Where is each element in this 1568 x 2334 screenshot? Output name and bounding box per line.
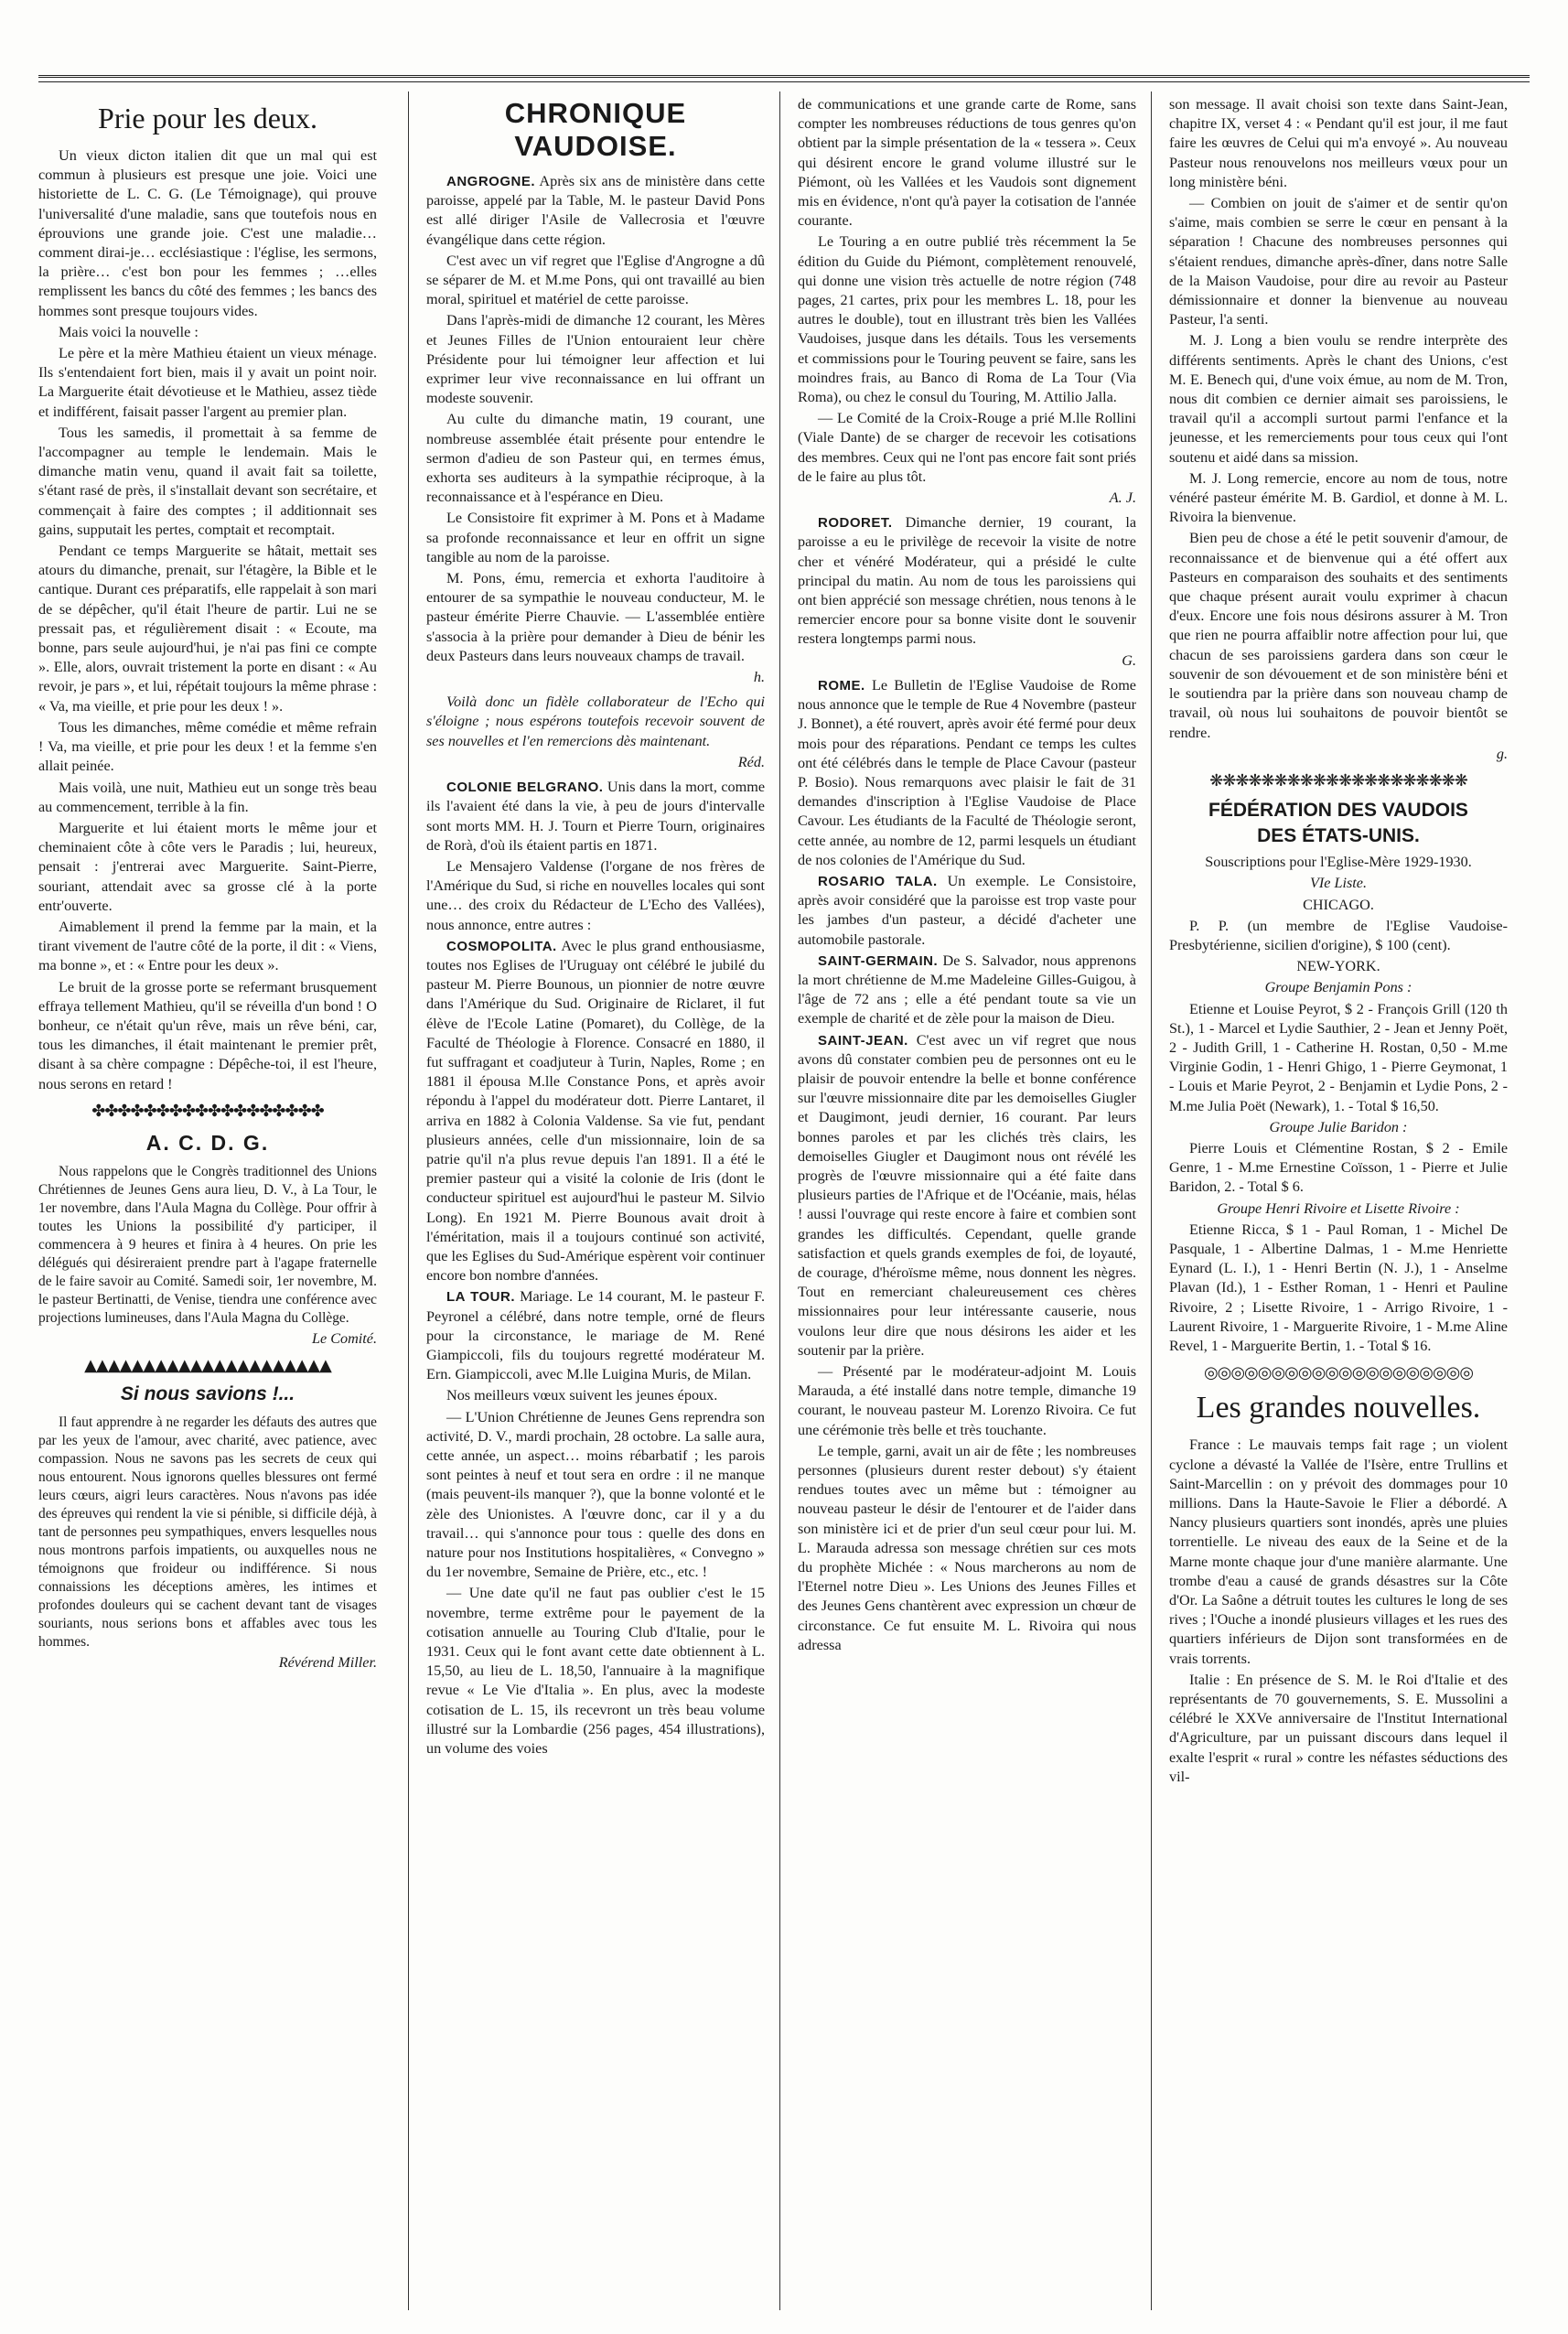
signature: Révérend Miller. — [278, 1654, 377, 1672]
ornament-divider: ❋❋❋❋❋❋❋❋❋❋❋❋❋❋❋❋❋❋❋❋ — [1209, 770, 1467, 791]
rubric: RODORET. — [818, 515, 893, 532]
paragraph: Le père et la mère Mathieu étaient un vieux ménage. Ils s'entendaient fort bien, mais il y avait un point noir. La Marguerite était dévotieuse et le Mathieu, assez tiède et indifférent, faisait passer l'argent au premier plan. — [38, 345, 377, 420]
column-divider — [779, 91, 780, 2310]
paragraph: Aimablement il prend la femme par la main, et la tirant vivement de l'autre côté de la porte, il dit : « Viens, ma bonne », et : « Entre pour les deux ». — [38, 918, 377, 974]
rubric: LA TOUR. — [446, 1289, 516, 1306]
paragraph: Voilà donc un fidèle collaborateur de l'Echo qui s'éloigne ; nous espérons toutefois recevoir souvent de ses nouvelles et l'en remercions dès maintenant. — [426, 694, 765, 749]
top-rule — [38, 75, 1530, 82]
paragraph: Mais voici la nouvelle : — [59, 323, 199, 340]
paragraph: ROME. Le Bulletin de l'Eglise Vaudoise de Rome nous annonce que le temple de Rue 4 Novembre (pasteur J. Bonnet), a été rouvert, après avoir été fermé pour deux mois pour des réparations. Pendant ce temps les cultes ont été célébrés dans le temple de Place Cavour (pasteur P. Bosio). Nous remarquons avec plaisir le fait de 31 demandes d'inscription à l'Eglise Vaudoise de Place Cavour. Les étudiants de la Faculté de Théologie seront, cette année, au nombre de 12, parmi lesquels un étudiant de nos colonies de l'Amérique du Sud. — [798, 676, 1136, 868]
paragraph: SAINT-GERMAIN. De S. Salvador, nous apprenons la mort chrétienne de M.me Madeleine Gilles-Guigou, à l'âge de 72 ans ; elle a été pendant toute sa vie un exemple de charité et de zèle pour la maison de Dieu. — [798, 952, 1136, 1027]
paragraph: M. J. Long a bien voulu se rendre interprète des différents sentiments. Après le chant des Unions, c'est M. E. Benech qui, d'une voix émue, au nom de M. Tron, nous dit combien ce dernier aimait ses paroissiens, le travail qu'il a accompli surtout parmi l'enfance et la jeunesse, et les remerciements pour tous ceux qui l'ont soutenu et aidé dans sa mission. — [1169, 332, 1508, 466]
column-3 — [798, 95, 1136, 2309]
paragraph: LA TOUR. Mariage. Le 14 courant, M. le pasteur F. Peyronel a célébré, dans notre temple, orné de fleurs pour la circonstance, le mariage de M. René Giampiccoli, fils du toujours regretté modérateur M. Ern. Giampiccoli, avec M.lle Luigina Muris, de Milan. — [426, 1288, 765, 1383]
section-title-chronique: CHRONIQUE VAUDOISE. — [504, 97, 687, 162]
rubric: COLONIE BELGRANO. — [446, 780, 604, 796]
rubric: ANGROGNE. — [446, 174, 536, 189]
paragraph: RODORET. Dimanche dernier, 19 courant, la paroisse a eu le privilège de recevoir la visite de notre cher et vénéré Modérateur, qui a présidé le culte principal du matin. Au nom de tous les paroissiens qui ont bien apprécié son message chrétien, nous tenons à le remercier encore pour sa bonne visite dont le souvenir restera longtemps parmi nous. — [798, 514, 1136, 648]
rubric: COSMOPOLITA. — [446, 938, 557, 954]
paragraph: Nos meilleurs vœux suivent les jeunes époux. — [446, 1387, 718, 1404]
article-title-grandes-nouvelles: Les grandes nouvelles. — [1196, 1391, 1481, 1425]
article-title-acdg: A. C. D. G. — [145, 1130, 270, 1155]
paragraph: — Une date qu'il ne faut pas oublier c'est le 15 novembre, terme extrême pour le payement de la cotisation annuelle au Touring Club d'Italie, pour le 1931. Ceux qui le font avant cette date obtiennent à L. 15,50, au lieu de L. 18,50, l'annuaire à la magnifique revue « Le Vie d'Italia ». En plus, avec la modeste cotisation de L. 15, ils recevront un très beau volume illustré sur la Lombardie (256 pages, 454 illustrations), un volume des voies — [426, 1585, 765, 1758]
paragraph: Le Touring a en outre publié très récemment la 5e édition du Guide du Piémont, complètement renouvelé, qui donne une vision très actuelle de notre région (748 pages, 21 cartes, prix pour les membres L. 18, pour les autres le double), tout en illustrant très bien les Vallées Vaudoises, jusque dans les détails. Tous les versements et commissions pour le Touring peuvent se faire, sans les moindres frais, au Banco di Roma de La Tour (Via Roma), ou chez le consul du Touring, M. Attilio Jalla. — [798, 233, 1136, 406]
paragraph: Un vieux dicton italien dit que un mal qui est commun à plusieurs est presque une joie. Voici une historiette de L. C. G. (Le Témoignage), qui prouve l'universalité d'une maladie, sans que toutefois nous en éprouvions une grande joie. C'est une maladie… comment dirai-je… ecclésiastique : l'église, les sermons, la prière… c'est bon pour les femmes ; …elles remplissent les bancs du côté des femmes ; les bancs des hommes sont presque toujours vides. — [38, 147, 377, 319]
paragraph: de communications et une grande carte de Rome, sans compter les nombreuses réductions de tous genres qu'on obtient par la simple présentation de la « tessera ». Ceux qui désirent encore le grand volume illustré sur le Piémont, où les Vallées et les Vaudois sont dignement mis en évidence, n'ont qu'à payer la cotisation de l'année courante. — [798, 96, 1136, 230]
signature: g. — [1496, 745, 1508, 762]
paragraph: Bien peu de chose a été le petit souvenir d'amour, de reconnaissance et de bienvenue qui a été offert aux Pasteurs en comparaison des souhaits et des sentiments que chaque présent aurait voulu exprimer à chacun d'eux. Encore une fois nous désirons assurer à M. Tron que rien ne pourra affaiblir notre affection pour lui, que chacun de ses paroissiens gardera dans son cœur le souvenir de son dévouement et de son ministère béni et le soutiendra par la prière dans son nouveau champ de travail, où nous lui souhaitons de pouvoir bientôt se rendre. — [1169, 530, 1508, 741]
subtitle: Souscriptions pour l'Eglise-Mère 1929-1930. — [1205, 854, 1472, 871]
group-heading: Groupe Benjamin Pons : — [1264, 979, 1412, 996]
article-title-prie: Prie pour les deux. — [98, 102, 317, 134]
article-title-federation: FÉDÉRATION DES VAUDOIS DES ÉTATS-UNIS. — [1208, 800, 1468, 847]
paragraph: ROSARIO TALA. Un exemple. Le Consistoire, après avoir considéré que la paroisse est trop vaste pour les jambes d'un pasteur, a décidé d'acheter une automobile pastorale. — [798, 872, 1136, 948]
paragraph: Pendant ce temps Marguerite se hâtait, mettait ses atours du dimanche, prenait, sur l'étagère, la Bible et le cantique. Durant ces préparatifs, elle rappelait à son mari de se dépêcher, qu'il était l'heure de partir. Lui ne se pressait pas, et régulièrement disait : « Ecoute, ma bonne, pars seule aujourd'hui, je n'ai pas fini ce compte ». Elle, alors, ouvrait tristement la porte en disant : « Au revoir, je pars », et lui, répétait toujours la même phrase : « Va, ma vieille, et prie pour les deux ! ». — [38, 543, 377, 715]
city-heading: NEW-YORK. — [1296, 958, 1380, 975]
group-heading: Groupe Henri Rivoire et Lisette Rivoire : — [1217, 1199, 1460, 1217]
rubric: ROME. — [818, 677, 865, 694]
paragraph: Italie : En présence de S. M. le Roi d'Italie et des représentants de 70 gouvernements, S. E. Mussolini a célébré le XXVe anniversaire de l'Institut International d'Agriculture, par un puissant discours dans lequel il exalte l'esprit « rural » contre les néfastes séductions des vil- — [1169, 1671, 1508, 1785]
paragraph: M. Pons, ému, remercia et exhorta l'auditoire à entourer de sa sympathie le nouveau conducteur, M. le pasteur émérite Pierre Chauvie. — L'assemblée entière s'associa à la prière pour demander à Dieu de bénir les deux Pasteurs dans leurs nouveaux champs de travail. — [426, 570, 765, 664]
article-title-savions: Si nous savions !... — [120, 1383, 295, 1405]
ornament-divider: ◎◎◎◎◎◎◎◎◎◎◎◎◎◎◎◎◎◎◎◎ — [1203, 1363, 1474, 1383]
paragraph: Pierre Louis et Clémentine Rostan, $ 2 - Emile Genre, 1 - M.me Ernestine Coïsson, 1 - Pierre et Julie Baridon, 2. - Total $ 6. — [1169, 1139, 1508, 1196]
rubric: ROSARIO TALA. — [818, 873, 938, 889]
rubric: SAINT-GERMAIN. — [818, 952, 939, 969]
paragraph: — L'Union Chrétienne de Jeunes Gens reprendra son activité, D. V., mardi prochain, 28 octobre. La salle aura, cette année, un aspect… moins rébarbatif ; les parois sont peintes à neuf et tout sera en ordre : il ne manque (mais peuvent-ils manquer ?), que la bonne volonté et le zèle des Unionistes. A l'œuvre donc, car il y a du travail… qui s'annonce pour tous : quelle des dons en nature pour nos Institutions hospitalières, « Convegno » du 1er novembre, Semaine de Prière, etc., etc. ! — [426, 1408, 765, 1581]
signature: Réd. — [737, 753, 765, 770]
paragraph: Nous rappelons que le Congrès traditionnel des Unions Chrétiennes de Jeunes Gens aura lieu, D. V., à La Tour, le 1er novembre, dans l'Aula Magna du Collège. Pour offrir à toutes les Unions la possibilité d'y participer, il commencera à 9 heures et finira à 4 heures. On prie les délégués qui désireraient prendre part à l'agape fraternelle de le faire savoir au Comité. Samedi soir, 1er novembre, M. le pasteur Bertinatti, de Venise, tiendra une conférence avec projections lumineuses, dans l'Aula Magna du Collège. — [38, 1163, 377, 1326]
paragraph: Tous les dimanches, même comédie et même refrain ! Va, ma vieille, et prie pour les deux ! et la femme s'en allait peinée. — [38, 718, 377, 775]
paragraph: Marguerite et lui étaient morts le même jour et cheminaient côte à côte vers le Paradis ; lui, heureux, pensait : j'entrerai avec Marguerite. Saint-Pierre, souriant, attendait avec sa grosse clé à la porte entr'ouverte. — [38, 819, 377, 914]
list-number: VIe Liste. — [1309, 875, 1368, 892]
paragraph: son message. Il avait choisi son texte dans Saint-Jean, chapitre IX, verset 4 : « Pendant qu'il est jour, il me faut faire les œuvres de Celui qui m'a envoyé ». Au nouveau Pasteur nous renouvelons nos meilleurs vœux pour un long ministère béni. — [1169, 96, 1508, 190]
column-4 — [1169, 95, 1508, 2309]
paragraph: ANGROGNE. Après six ans de ministère dans cette paroisse, appelé par la Table, M. le pasteur David Pons est allé diriger l'Asile de Vallecrosia et l'œuvre évangélique dans cette région. — [426, 173, 765, 248]
paragraph: Etienne Ricca, $ 1 - Paul Roman, 1 - Michel De Pasquale, 1 - Albertine Dalmas, 1 - M.me Henriette Eynard (L. I.), 1 - Henri Bertin (N. J.), 1 - Anselme Plavan (Id.), 1 - Esther Roman, 1 - Henri et Pauline Rivoire, 2 ; Lisette Rivoire, 1 - Arrigo Rivoire, 1 - Laurent Rivoire, 1 - Marguerite Rivoire, 1 - M.me Aline Revel, 1 - Marguerite Bertin, 1. - Total $ 16. — [1169, 1221, 1508, 1354]
paragraph: — Présenté par le modérateur-adjoint M. Louis Marauda, a été installé dans notre temple, dimanche 19 courant, le nouveau pasteur M. Lorenzo Rivoira. Ce fut une cérémonie très belle et très touchante. — [798, 1363, 1136, 1438]
paragraph: Le Consistoire fit exprimer à M. Pons et à Madame sa profonde reconnaissance et leur en offrit un signe tangible au nom de la paroisse. — [426, 510, 765, 565]
city-heading: CHICAGO. — [1303, 896, 1374, 913]
paragraph: Etienne et Louise Peyrot, $ 2 - François Grill (120 th St.), 1 - Marcel et Lydie Sauthier, 2 - Jean et Jenny Poët, 2 - Judith Grill, 1 - Catherine H. Rostan, 0,50 - M.me Virginie Godin, 1 - Henri Ghigo, 1 - Pierre Geymonat, 1 - Louis et Marie Peyrot, 2 - Benjamin et Lydie Pons, 2 - M.me Julia Poët (Newark), 1. - Total $ 16,50. — [1169, 1000, 1508, 1114]
ornament-divider: ▲▲▲▲▲▲▲▲▲▲▲▲▲▲▲▲▲▲▲▲▲ — [84, 1356, 331, 1376]
paragraph: Mais voilà, une nuit, Mathieu eut un songe très beau au commencement, terrible à la fin. — [38, 779, 377, 815]
ornament-divider: ✤✤✤✤✤✤✤✤✤✤✤✤✤✤✤✤✤✤ — [91, 1101, 324, 1121]
paragraph: M. J. Long remercie, encore au nom de tous, notre vénéré pasteur émérite M. B. Gardiol, et donne à M. L. Rivoira la bienvenue. — [1169, 469, 1508, 526]
paragraph: Au culte du dimanche matin, 19 courant, une nombreuse assemblée était présente pour entendre le sermon d'adieu de son Pasteur qui, en termes émus, exhorta ses auditeurs à la sympathie réciproque, à la reconnaissance et à l'espérance en Dieu. — [426, 411, 765, 506]
paragraph: Le bruit de la grosse porte se refermant brusquement effraya tellement Mathieu, qu'il se réveilla d'un bond ! O bonheur, ce n'était qu'un rêve, mais un rêve béni, car, tous les dimanches, il était maintenant le premier prêt, disant à sa chère compagne : Dépêche-toi, il est l'heure, nous serons en retard ! — [38, 978, 377, 1092]
paragraph: Le temple, garni, avait un air de fête ; les nombreuses personnes (plusieurs durent rester debout) s'y étaient rendues toutes avec un même but : témoigner au nouveau pasteur le désir de l'entourer et de l'aider dans son ministère ici et de prier d'un seul cœur pour lui. M. L. Marauda adressa son message chrétien sur ces mots du prophète Michée : « Nous marcherons au nom de l'Eternel notre Dieu ». Les Unions des Jeunes Filles et des Jeunes Gens chantèrent avec expression un chœur de circonstance. Ce fut ensuite M. L. Rivoira qui nous adressa — [798, 1442, 1136, 1653]
paragraph: C'est avec un vif regret que l'Eglise d'Angrogne a dû se séparer de M. et M.me Pons, qui ont travaillé au bien moral, spirituel et matériel de cette paroisse. — [426, 252, 765, 308]
paragraph: — Combien on jouit de s'aimer et de sentir qu'on s'aime, mais combien se serre le cœur en pensant à la séparation ! Chacune des nombreuses personnes qui s'étaient rendues, dimanche après-dîner, dans notre Salle de la Maison Vaudoise, pour dire au revoir au Pasteur démissionnaire et donner la bienvenue au nouveau Pasteur, l'a senti. — [1169, 195, 1508, 328]
signature: h. — [753, 669, 765, 686]
paragraph: — Le Comité de la Croix-Rouge a prié M.lle Rollini (Viale Dante) de se charger de recevoir les cotisations des membres. Ceux qui ne l'ont pas encore fait sont priés de le faire au plus tôt. — [798, 410, 1136, 485]
paragraph: P. P. (un membre de l'Eglise Vaudoise-Presbytérienne, sicilien d'origine), $ 100 (cent). — [1169, 917, 1508, 953]
paragraph: Il faut apprendre à ne regarder les défauts des autres que par les yeux de l'amour, avec charité, avec patience, avec compassion. Nous ne savons pas les secrets de ceux qui nous entourent. Nous ignorons quelles blessures ont fermé leurs cœurs, aigri leurs caractères. Nous n'avons pas idée des épreuves qui rendent la vie si pénible, si difficile déjà, à tant de personnes peu sympathiques, envers lesquelles nous nous montrons parfois impatients, ou auxquelles nous ne témoignons que froideur ou indifférence. Si nous connaissions les déceptions amères, les intimes et profondes douleurs qui se cachent devant tant de visages souriants, nous serions bons et affables avec tous les hommes. — [38, 1414, 377, 1651]
column-divider — [1151, 91, 1152, 2310]
signature: G. — [1122, 651, 1136, 669]
paragraph: Tous les samedis, il promettait à sa femme de l'accompagner au temple le lendemain. Mais le dimanche matin venu, quand il avait fait sa toilette, s'étant rasé de près, il s'installait devant son secrétaire, et commençait à faire des comptes ; il additionnait ses gains, supputait les pertes, comptait et recomptait. — [38, 424, 377, 538]
paragraph: Dans l'après-midi de dimanche 12 courant, les Mères et Jeunes Filles de l'Union entouraient leur chère Présidente pour lui témoigner leur affection et lui exprimer leur vive reconnaissance en lui offrant un modeste souvenir. — [426, 312, 765, 407]
column-1 — [38, 95, 377, 2309]
column-2 — [426, 95, 765, 2309]
paragraph: COSMOPOLITA. Avec le plus grand enthousiasme, toutes nos Eglises de l'Uruguay ont célébré le jubilé du pasteur M. Pierre Bounous, un pionnier de notre œuvre dans l'Amérique du Sud. Originaire de Riclaret, il fut élève de l'Ecole Latine (Pomaret), du Collège, de la Faculté de Théologie à Florence. Consacré en 1880, il fut suffragant et coadjuteur à Turin, Naples, Rome ; en 1881 il épousa M.lle Constance Pons, et après avoir répondu à l'appel du modérateur dott. Pierre Lantaret, il arriva en 1882 à Colonia Valdense. Sa vie fut, pendant plusieurs années, celle d'un missionnaire, loin de sa patrie qu'il n'a plus revue depuis l'an 1891. Il a été le premier pasteur qui a visité la colonie de Iris (dont le conducteur spirituel est aujourd'hui le pasteur M. Silvio Long). En 1921 M. Pierre Bounous avait droit à l'éméritation, mais il a toujours continué son activité, que les Eglises du Sud-Amérique espèrent voir continuer encore bon nombre d'années. — [426, 937, 765, 1285]
paragraph: COLONIE BELGRANO. Unis dans la mort, comme ils l'avaient été dans la vie, à peu de jours d'intervalle sont morts MM. H. J. Tourn et Pierre Tourn, originaires de Rorà, d'où ils étaient partis en 1871. — [426, 779, 765, 854]
paragraph: SAINT-JEAN. C'est avec un vif regret que nous avons dû constater combien peu de personnes ont eu le plaisir de pouvoir entendre la belle et bonne conférence sur l'œuvre missionnaire dite par les demoiselles Giugler et Daugimont, jeudi dernier, 16 courant. Par leurs bonnes paroles et par les clichés très clairs, les demoiselles Giugler et Daugimont nous ont révélé les progrès de l'œuvre missionnaire qui a été faite dans plusieurs parties de l'Afrique et de l'Océanie, mais, hélas ! aussi l'ouvrage qui reste encore à faire et combien sont grandes les difficultés. Cependant, quelle grande satisfaction et quels grands exemples de foi, de loyauté, de courage, d'héroïsme même, nous donnent les nègres. Tout en remerciant chaleureusement ces chères missionnaires pour leur intéressante causerie, nous voulons leur dire que nous désirons les aider et les soutenir par la prière. — [798, 1031, 1136, 1359]
paragraph: Le Mensajero Valdense (l'organe de nos frères de l'Amérique du Sud, si riche en nouvelles locales qui sont une… des croix du Rédacteur de L'Echo des Vallées), nous annonce, entre autres : — [426, 857, 765, 933]
signature: Le Comité. — [311, 1329, 377, 1347]
group-heading: Groupe Julie Baridon : — [1269, 1118, 1408, 1135]
rubric: SAINT-JEAN. — [818, 1032, 908, 1049]
signature: A. J. — [1109, 489, 1136, 507]
column-divider — [408, 91, 409, 2310]
paragraph: France : Le mauvais temps fait rage ; un violent cyclone a dévasté la Vallée de l'Isère, entre Trullins et Saint-Marcellin : on y prévoit des dommages pour 10 millions. Dans la Haute-Savoie le Flier a débordé. A Nancy plusieurs quartiers sont inondés, après une pluies torrentielle. Le niveau des eaux de la Seine et de la Marne monte chaque jour d'une manière alarmante. Une trombe d'eau a causé de grands désastres sur la Côte d'Or. La Saône a détruit toutes les cultures le long de ses rives ; l'Ouche a inondé plusieurs villages et les rues des quartiers inférieurs de Dijon sont transformées en de vrais torrents. — [1169, 1436, 1508, 1667]
